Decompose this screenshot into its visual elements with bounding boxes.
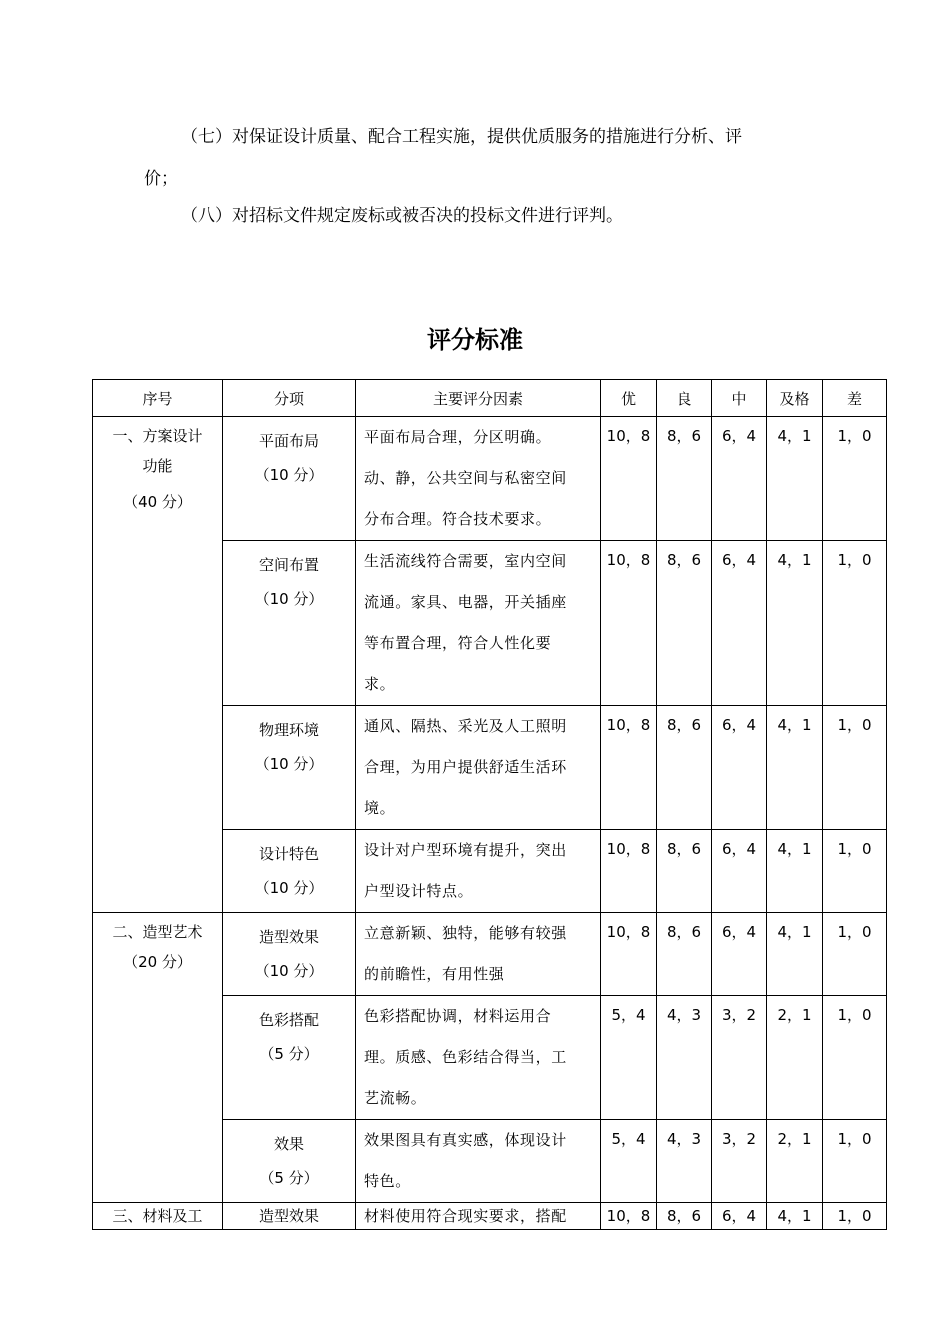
criteria-line: 特色。 bbox=[364, 1172, 411, 1190]
criteria-line: 效果图具有真实感，体现设计 bbox=[364, 1131, 567, 1149]
score-pass: 2，1 bbox=[767, 1120, 823, 1203]
score-excellent: 10，8 bbox=[601, 417, 657, 541]
category-cell bbox=[93, 913, 223, 1203]
score-pass: 4，1 bbox=[767, 541, 823, 706]
criteria-line: 等布置合理，符合人性化要 bbox=[364, 634, 552, 652]
score-pass: 4，1 bbox=[767, 417, 823, 541]
item-name: 空间布置 bbox=[258, 556, 319, 574]
score-medium: 6，4 bbox=[712, 541, 767, 706]
item-points: （5 分） bbox=[259, 1169, 319, 1187]
criteria-line: 通风、隔热、采光及人工照明 bbox=[364, 717, 567, 735]
score-pass: 4，1 bbox=[767, 1203, 823, 1230]
item-points: （10 分） bbox=[254, 590, 324, 608]
item-cell bbox=[223, 417, 356, 541]
criteria-line: 设计对户型环境有提升，突出 bbox=[364, 841, 567, 859]
score-medium: 6，4 bbox=[712, 913, 767, 996]
category-points: （20 分） bbox=[123, 953, 192, 971]
criteria-cell bbox=[356, 830, 601, 913]
category-name: 一、方案设计 bbox=[112, 427, 203, 445]
score-good: 8，6 bbox=[657, 913, 712, 996]
score-good: 8，6 bbox=[657, 417, 712, 541]
score-poor: 1，0 bbox=[823, 417, 887, 541]
score-excellent: 10，8 bbox=[601, 913, 657, 996]
intro-paragraph-7: （七）对保证设计质量、配合工程实施，提供优质服务的措施进行分析、评 bbox=[181, 127, 742, 147]
item-points: （10 分） bbox=[254, 962, 324, 980]
item-cell bbox=[223, 996, 356, 1120]
score-good: 8，6 bbox=[657, 541, 712, 706]
score-medium: 3，2 bbox=[712, 996, 767, 1120]
criteria-line: 境。 bbox=[364, 799, 396, 817]
category-name: 二、造型艺术 bbox=[112, 923, 203, 941]
score-excellent: 10，8 bbox=[601, 541, 657, 706]
criteria-cell bbox=[356, 706, 601, 830]
criteria-line: 生活流线符合需要，室内空间 bbox=[364, 552, 567, 570]
score-poor: 1，0 bbox=[823, 706, 887, 830]
category-name-continued: 功能 bbox=[142, 457, 173, 475]
header-criteria: 主要评分因素 bbox=[356, 380, 601, 417]
category-points: （40 分） bbox=[123, 493, 192, 511]
category-cell bbox=[93, 417, 223, 913]
item-name: 效果 bbox=[273, 1135, 304, 1153]
score-good: 4，3 bbox=[657, 1120, 712, 1203]
page-title: 评分标准 bbox=[427, 325, 523, 354]
score-pass: 2，1 bbox=[767, 996, 823, 1120]
table-row bbox=[93, 913, 887, 996]
criteria-cell bbox=[356, 913, 601, 996]
item-name: 设计特色 bbox=[258, 845, 319, 863]
item-cell bbox=[223, 1120, 356, 1203]
score-excellent: 10，8 bbox=[601, 1203, 657, 1230]
item-cell bbox=[223, 541, 356, 706]
score-medium: 6，4 bbox=[712, 1203, 767, 1230]
criteria-cell bbox=[356, 417, 601, 541]
intro-paragraph-7-continued: 价； bbox=[144, 169, 178, 189]
item-cell bbox=[223, 706, 356, 830]
table-header-row bbox=[93, 380, 887, 417]
header-good: 良 bbox=[657, 380, 712, 417]
score-poor: 1，0 bbox=[823, 1120, 887, 1203]
criteria-line: 平面布局合理，分区明确。 bbox=[364, 428, 552, 446]
item-name: 造型效果 bbox=[223, 1203, 356, 1230]
criteria-line: 立意新颖、独特，能够有较强 bbox=[364, 924, 567, 942]
score-poor: 1，0 bbox=[823, 541, 887, 706]
score-medium: 3，2 bbox=[712, 1120, 767, 1203]
criteria-cell bbox=[356, 541, 601, 706]
criteria-line: 求。 bbox=[364, 675, 396, 693]
score-poor: 1，0 bbox=[823, 830, 887, 913]
header-excellent: 优 bbox=[601, 380, 657, 417]
item-points: （10 分） bbox=[254, 466, 324, 484]
item-name: 色彩搭配 bbox=[258, 1011, 319, 1029]
criteria-line: 合理，为用户提供舒适生活环 bbox=[364, 758, 567, 776]
score-good: 4，3 bbox=[657, 996, 712, 1120]
criteria-line: 的前瞻性，有用性强 bbox=[364, 965, 505, 983]
score-medium: 6，4 bbox=[712, 706, 767, 830]
criteria-line: 流通。家具、电器，开关插座 bbox=[364, 593, 567, 611]
criteria-line: 理。质感、色彩结合得当，工 bbox=[364, 1048, 567, 1066]
score-poor: 1，0 bbox=[823, 913, 887, 996]
score-pass: 4，1 bbox=[767, 706, 823, 830]
score-excellent: 10，8 bbox=[601, 830, 657, 913]
score-good: 8，6 bbox=[657, 830, 712, 913]
criteria-line: 动、静，公共空间与私密空间 bbox=[364, 469, 567, 487]
intro-paragraph-8: （八）对招标文件规定废标或被否决的投标文件进行评判。 bbox=[181, 206, 623, 226]
header-poor: 差 bbox=[823, 380, 887, 417]
item-name: 造型效果 bbox=[258, 928, 319, 946]
criteria-line: 色彩搭配协调，材料运用合 bbox=[364, 1007, 552, 1025]
score-excellent: 5，4 bbox=[601, 1120, 657, 1203]
criteria-line: 分布合理。符合技术要求。 bbox=[364, 510, 552, 528]
score-medium: 6，4 bbox=[712, 830, 767, 913]
score-good: 8，6 bbox=[657, 1203, 712, 1230]
item-points: （5 分） bbox=[259, 1045, 319, 1063]
item-name: 平面布局 bbox=[258, 432, 319, 450]
criteria-line: 艺流畅。 bbox=[364, 1089, 427, 1107]
criteria-line: 材料使用符合现实要求，搭配 bbox=[356, 1203, 601, 1230]
score-poor: 1，0 bbox=[823, 1203, 887, 1230]
scoring-table bbox=[92, 379, 887, 1230]
score-good: 8，6 bbox=[657, 706, 712, 830]
header-pass: 及格 bbox=[767, 380, 823, 417]
criteria-cell bbox=[356, 1120, 601, 1203]
header-item: 分项 bbox=[223, 380, 356, 417]
table-row bbox=[93, 417, 887, 541]
item-points: （10 分） bbox=[254, 755, 324, 773]
item-cell bbox=[223, 913, 356, 996]
score-poor: 1，0 bbox=[823, 996, 887, 1120]
score-excellent: 10，8 bbox=[601, 706, 657, 830]
criteria-line: 户型设计特点。 bbox=[364, 882, 474, 900]
score-excellent: 5，4 bbox=[601, 996, 657, 1120]
criteria-cell bbox=[356, 996, 601, 1120]
item-name: 物理环境 bbox=[258, 721, 319, 739]
category-name: 三、材料及工 bbox=[93, 1203, 223, 1230]
item-cell bbox=[223, 830, 356, 913]
score-pass: 4，1 bbox=[767, 913, 823, 996]
item-points: （10 分） bbox=[254, 879, 324, 897]
table-row bbox=[93, 1203, 887, 1230]
header-seq: 序号 bbox=[93, 380, 223, 417]
header-medium: 中 bbox=[712, 380, 767, 417]
score-medium: 6，4 bbox=[712, 417, 767, 541]
score-pass: 4，1 bbox=[767, 830, 823, 913]
